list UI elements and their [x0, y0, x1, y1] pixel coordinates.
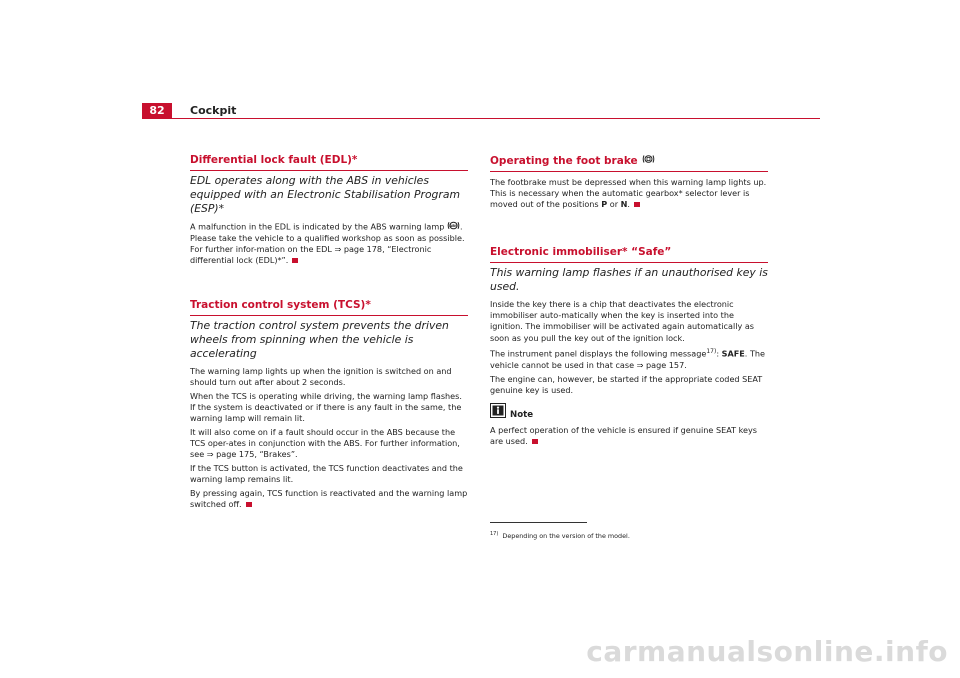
note-label: Note [510, 410, 534, 421]
paragraph: The instrument panel displays the following message$^{17)}$: SAFE. The vehicle cannot be used in that case ⇒ page 157. [490, 348, 765, 371]
section-subheading: EDL operates along with the ABS in vehicles equipped with an Electronic Stabilisation Program (ESP)* [190, 174, 460, 215]
section-end-marker [532, 439, 538, 444]
section-end-marker [634, 202, 640, 207]
section-heading: Differential lock fault (EDL)* [190, 154, 468, 171]
paragraph: If the TCS button is activated, the TCS function deactivates and the warning lamp remains lit. [190, 462, 463, 484]
paragraph: A malfunction in the EDL is indicated by the ABS warning lamp ABS . Please take the vehicle to a qualified workshop as soon as possible. For further infor-mation on the EDL ⇒ page 178, “Electronic differential lock (EDL)*”. [190, 221, 465, 266]
watermark: carmanualsonline.info [586, 635, 948, 668]
note-block [490, 403, 768, 422]
section-end-marker [246, 502, 252, 507]
section-foot-brake [490, 154, 768, 210]
page-title: Cockpit [190, 104, 237, 117]
foot-brake-icon [642, 154, 655, 168]
abs-warning-icon [447, 221, 460, 233]
paragraph: It will also come on if a fault should occur in the ABS because the TCS oper-ates in conjunction with the ABS. For further information, see ⇒ page 175, “Brakes”. [190, 427, 460, 460]
left-column [190, 154, 468, 512]
footnote: $^{17)}$ Depending on the version of the model. [490, 531, 630, 541]
section-subheading: This warning lamp flashes if an unauthorised key is used. [490, 266, 768, 294]
page-number: 82 [142, 103, 172, 119]
paragraph: The footbrake must be depressed when this warning lamp lights up. This is necessary when the automatic gearbox* selector lever is moved out of the positions P or N. [490, 177, 767, 210]
section-subheading: The traction control system prevents the driven wheels from spinning when the vehicle is accelerating [190, 319, 449, 361]
svg-text:ABS: ABS [449, 223, 458, 229]
section-end-marker [292, 258, 298, 263]
paragraph: The warning lamp lights up when the ignition is switched on and should turn out after about 2 seconds. [190, 366, 452, 388]
note-icon [490, 403, 506, 422]
section-immobiliser [490, 246, 768, 447]
note-text: A perfect operation of the vehicle is ensured if genuine SEAT keys are used. [490, 424, 758, 446]
paragraph: The engine can, however, be started if the appropriate coded SEAT genuine key is used. [490, 373, 763, 395]
section-heading: Traction control system (TCS)* [190, 299, 468, 316]
footnote-rule [490, 522, 587, 523]
paragraph: Inside the key there is a chip that deactivates the electronic immobiliser auto-matically when the key is inserted into the ignition. The immobiliser will be activated again automatically as soon as you pull the key out of the ignition lock. [490, 299, 754, 343]
section-edl [190, 154, 468, 266]
section-tcs [190, 299, 468, 510]
paragraph: By pressing again, TCS function is reactivated and the warning lamp switched off. [190, 487, 468, 509]
section-heading: Operating the foot brake [490, 154, 768, 172]
right-column [490, 154, 768, 450]
header-rule [172, 118, 820, 119]
paragraph: When the TCS is operating while driving, the warning lamp flashes. If the system is deactivated or if there is any fault in the same, the warning lamp will remain lit. [190, 391, 462, 424]
section-heading: Electronic immobiliser* “Safe” [490, 246, 768, 263]
